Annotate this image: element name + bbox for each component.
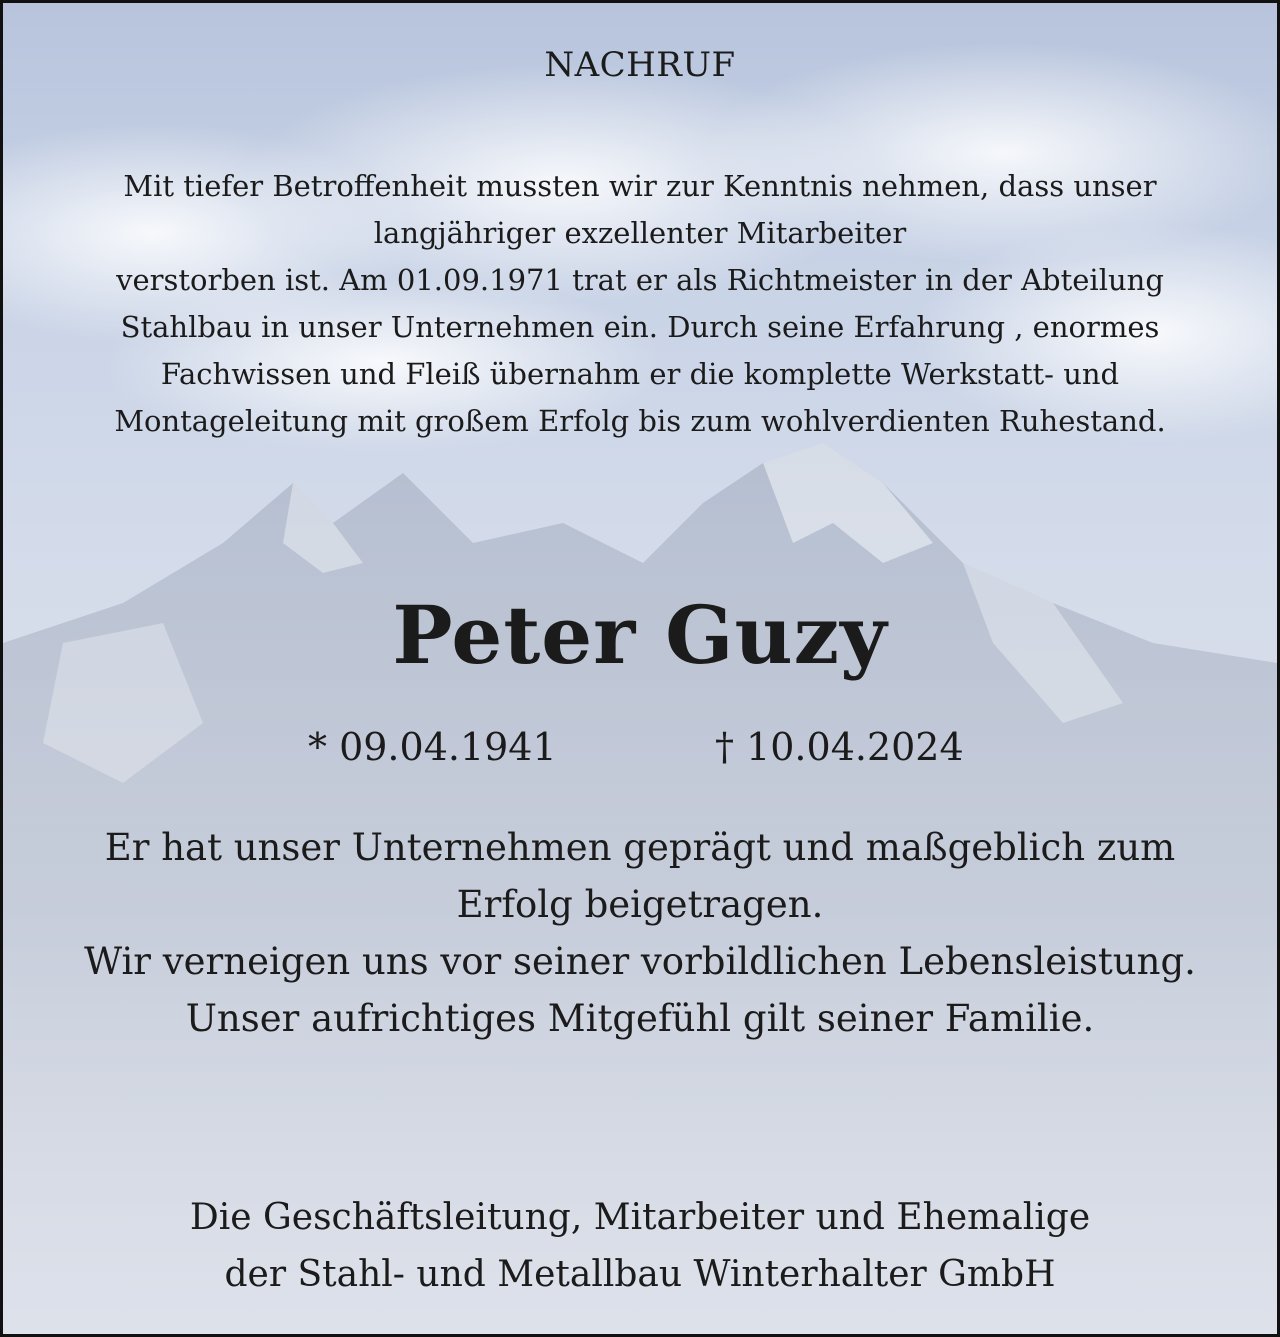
- signature-line: Die Geschäftsleitung, Mitarbeiter und Ehemalige: [189, 1197, 1091, 1238]
- birth-date: * 09.04.1941: [308, 725, 557, 769]
- tribute-line: Erfolg beigetragen.: [456, 883, 824, 926]
- signature: [43, 1189, 1237, 1303]
- intro-line: Stahlbau in unser Unternehmen ein. Durch seine Erfahrung , enormes: [120, 310, 1160, 344]
- tribute-line: Wir verneigen uns vor seiner vorbildlichen Lebensleistung.: [84, 940, 1196, 983]
- life-dates: [3, 725, 1277, 775]
- tribute-text: [43, 819, 1237, 1047]
- death-date: † 10.04.2024: [715, 725, 964, 769]
- notice-title: NACHRUF: [544, 45, 736, 85]
- intro-line: verstorben ist. Am 01.09.1971 trat er als Richtmeister in der Abteilung: [116, 263, 1164, 297]
- tribute-line: Unser aufrichtiges Mitgefühl gilt seiner Familie.: [185, 997, 1095, 1040]
- intro-text: [63, 163, 1217, 445]
- intro-line: langjähriger exzellenter Mitarbeiter: [373, 216, 907, 250]
- signature-line: der Stahl- und Metallbau Winterhalter GmbH: [224, 1254, 1056, 1295]
- intro-line: Montageleitung mit großem Erfolg bis zum wohlverdienten Ruhestand.: [114, 404, 1166, 438]
- intro-line: Fachwissen und Fleiß übernahm er die komplette Werkstatt- und: [160, 357, 1120, 391]
- deceased-name: Peter Guzy: [392, 588, 888, 682]
- intro-line: Mit tiefer Betroffenheit mussten wir zur Kenntnis nehmen, dass unser: [123, 169, 1157, 203]
- tribute-line: Er hat unser Unternehmen geprägt und maßgeblich zum: [104, 826, 1176, 869]
- obituary-content: [3, 3, 1277, 1334]
